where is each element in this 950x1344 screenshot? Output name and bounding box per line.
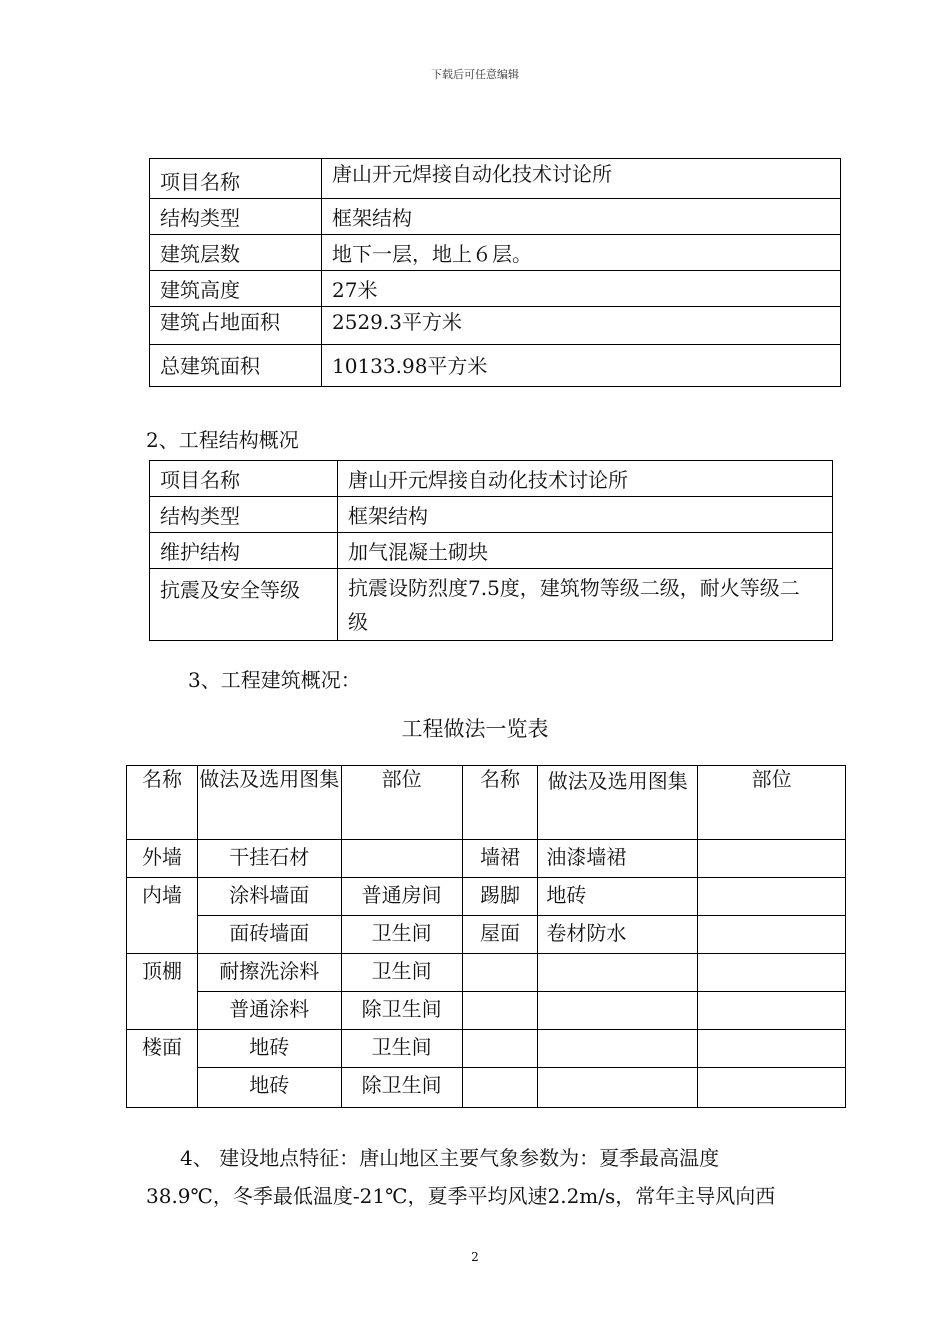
table-cell: 项目名称 bbox=[150, 159, 322, 199]
table-cell: 除卫生间 bbox=[341, 1068, 462, 1108]
table-cell bbox=[127, 1068, 198, 1108]
table-cell bbox=[698, 840, 846, 878]
table-cell: 10133.98平方米 bbox=[322, 345, 841, 387]
table-header: 名称 bbox=[462, 766, 538, 840]
table-cell: 卫生间 bbox=[341, 954, 462, 992]
paragraph-line: 38.9℃，冬季最低温度-21℃，夏季平均风速2.2m/s，常年主导风向西 bbox=[146, 1184, 776, 1208]
section-heading: 2、工程结构概况 bbox=[146, 428, 299, 452]
table-cell: 普通涂料 bbox=[197, 992, 341, 1030]
table-cell: 油漆墙裙 bbox=[538, 840, 698, 878]
table-cell bbox=[538, 992, 698, 1030]
table-cell: 涂料墙面 bbox=[197, 878, 341, 916]
paragraph-line: 4、 建设地点特征：唐山地区主要气象参数为：夏季最高温度 bbox=[180, 1146, 720, 1170]
table-cell: 楼面 bbox=[127, 1030, 198, 1068]
project-info-table bbox=[149, 158, 841, 387]
table-cell bbox=[538, 1068, 698, 1108]
table-header: 做法及选用图集 bbox=[538, 766, 698, 840]
table-cell: 干挂石材 bbox=[197, 840, 341, 878]
table-header: 部位 bbox=[698, 766, 846, 840]
table-cell bbox=[538, 954, 698, 992]
table-cell: 维护结构 bbox=[150, 533, 338, 569]
table-cell bbox=[698, 878, 846, 916]
table-header: 名称 bbox=[127, 766, 198, 840]
table-cell: 建筑高度 bbox=[150, 271, 322, 307]
table-cell: 27米 bbox=[322, 271, 841, 307]
table-cell bbox=[127, 916, 198, 954]
table-cell: 踢脚 bbox=[462, 878, 538, 916]
table-cell: 地砖 bbox=[197, 1068, 341, 1108]
table-cell: 普通房间 bbox=[341, 878, 462, 916]
table-cell bbox=[341, 840, 462, 878]
page-header: 下载后可任意编辑 bbox=[431, 68, 519, 81]
table-cell: 抗震及安全等级 bbox=[150, 569, 338, 641]
table-cell bbox=[462, 954, 538, 992]
table-cell: 结构类型 bbox=[150, 199, 322, 235]
table-cell: 唐山开元焊接自动化技术讨论所 bbox=[338, 461, 833, 497]
table-row bbox=[127, 992, 846, 1030]
table-cell bbox=[127, 992, 198, 1030]
table-cell bbox=[698, 916, 846, 954]
table-cell bbox=[462, 992, 538, 1030]
page-number: 2 bbox=[471, 1250, 479, 1264]
table-cell: 抗震设防烈度7.5度，建筑物等级二级，耐火等级二级 bbox=[338, 569, 833, 641]
table-cell bbox=[698, 954, 846, 992]
table-cell bbox=[462, 1030, 538, 1068]
table-cell: 卷材防水 bbox=[538, 916, 698, 954]
table-row bbox=[127, 840, 846, 878]
table-cell: 墙裙 bbox=[462, 840, 538, 878]
table-cell: 地砖 bbox=[197, 1030, 341, 1068]
table-cell: 加气混凝土砌块 bbox=[338, 533, 833, 569]
table-row bbox=[127, 916, 846, 954]
structure-info-table bbox=[149, 460, 833, 641]
table-cell bbox=[698, 1030, 846, 1068]
table-header: 做法及选用图集 bbox=[197, 766, 341, 840]
table-cell: 结构类型 bbox=[150, 497, 338, 533]
table-cell: 面砖墙面 bbox=[197, 916, 341, 954]
table-cell bbox=[698, 992, 846, 1030]
table-cell bbox=[538, 1030, 698, 1068]
table-cell: 顶棚 bbox=[127, 954, 198, 992]
table-cell: 框架结构 bbox=[338, 497, 833, 533]
table-row bbox=[127, 1030, 846, 1068]
table-header: 部位 bbox=[341, 766, 462, 840]
table-cell: 地下一层，地上６层。 bbox=[322, 235, 841, 271]
table-cell: 框架结构 bbox=[322, 199, 841, 235]
table-cell bbox=[462, 1068, 538, 1108]
table-cell: 卫生间 bbox=[341, 916, 462, 954]
table-cell bbox=[698, 1068, 846, 1108]
table-cell: 卫生间 bbox=[341, 1030, 462, 1068]
table-cell: 外墙 bbox=[127, 840, 198, 878]
table-cell: 唐山开元焊接自动化技术讨论所 bbox=[322, 159, 841, 199]
table-cell: 地砖 bbox=[538, 878, 698, 916]
table-cell: 建筑占地面积 bbox=[150, 307, 322, 345]
construction-methods-table bbox=[126, 765, 846, 1108]
table-row bbox=[127, 954, 846, 992]
table-cell: 建筑层数 bbox=[150, 235, 322, 271]
table-cell: 2529.3平方米 bbox=[322, 307, 841, 345]
table-row bbox=[127, 1068, 846, 1108]
table-cell: 总建筑面积 bbox=[150, 345, 322, 387]
table-cell: 耐擦洗涂料 bbox=[197, 954, 341, 992]
section-heading: 3、工程建筑概况： bbox=[188, 668, 361, 692]
table-cell: 屋面 bbox=[462, 916, 538, 954]
table-cell: 项目名称 bbox=[150, 461, 338, 497]
table-title: 工程做法一览表 bbox=[401, 717, 549, 741]
table-row bbox=[127, 878, 846, 916]
table-cell: 内墙 bbox=[127, 878, 198, 916]
table-cell: 除卫生间 bbox=[341, 992, 462, 1030]
